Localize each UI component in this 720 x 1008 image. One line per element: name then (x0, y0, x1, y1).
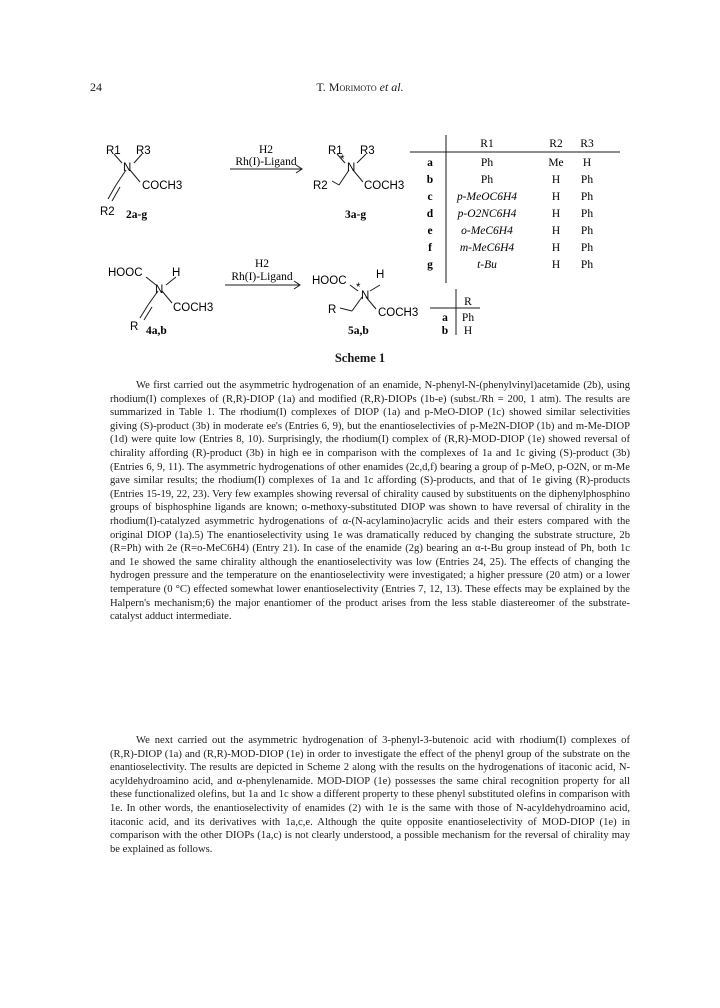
table1-cell-r3: Ph (580, 208, 594, 220)
running-header-author: T. Morimoto (316, 80, 377, 94)
substrate-2-r3: R3 (136, 145, 151, 157)
table1-row-a (427, 157, 591, 169)
paragraph-1-text: We first carried out the asymmetric hydrogenation of an enamide, N-phenyl-N-(phenylvinyl)acetamide (2b), using rhodium(I) complexes of (R,R)-DIOP (1a) and modified (R,R)-DIOPs (1b-e) (subst./Rh = 200, 1 atm). The results are summarized in Table 1. The rhodium(I) complexes of DIOP (1a) and p-MeO-DIOP (1c) showed similar selectivities giving (S)-product (3b) in moderate ee's (Entries 6, 9), but the enantioselectivies of p-Me2N-DIOP (1b) and m-Me-DIOP (1d) were quite low (Entries 8, 10). Surprisingly, the rhodium(I) complex of (R,R)-MOD-DIOP (1e) showed reversal of chirality affording (R)-product (3b) in high ee in comparison with the complexes of 1a and 1c giving (S)-product (3b) (Entries 6, 9, 11). The asymmetric hydrogenations of other enamides (2c,d,f) bearing a group of p-MeO, p-O2N, or m-Me gave similar results; the rhodium(I) complexes of 1a and 1c affording (S)-products, and that of 1e giving (R)-products (Entries 15-19, 22, 23). Very few examples showing reversal of chirality caused by substituents on the diphenylphosphino groups of bisphosphine ligands are known; o-methoxy-substituted DIOP was shown to have reversal of chirality in the rhodium(I)-catalyzed asymmetric hydrogenations of α-(N-acylamino)acrylic acids and their esters compared with the original DIOP (1a).5) The enantioselectivity using 1e was dramatically reduced by changing the substrate structure, 2b (R=Ph) with 2e (R=o-MeC6H4) (Entry 21). In case of the enamide (2g) bearing an α-t-Bu group instead of Ph, both 1c and 1e showed the same chirality although the enantioselectivity was low (Entries 24, 25). The effects of changing the hydrogen pressure and the temperature on the enantioselectivity were investigated; a higher pressure (20 atm) or a lower temperature (0 °C) effected somewhat lower enantioselectivity (Entries 7, 12, 13). These effects may be explained by the Halpern's mechanism;6) the major enantiomer of the product arises from the less stable diastereomer of the substrate-catalyst adduct intermediate. (110, 380, 630, 623)
table1-cell-r1: p-MeOC6H4 (456, 191, 518, 203)
substrate-2-coch3: COCH3 (142, 180, 183, 192)
table1-header-r1: R1 (480, 138, 494, 150)
product-5-label: 5a,b (348, 325, 369, 337)
table1-row-id: g (427, 259, 433, 271)
table1-row-d (427, 208, 594, 220)
table1-cell-r1: m-MeC6H4 (459, 242, 515, 254)
table1-cell-r1: Ph (480, 174, 494, 186)
table1-row-id: c (427, 191, 433, 203)
table1-cell-r2: H (551, 242, 561, 254)
table1-cell-r2: Me (548, 157, 564, 169)
table1-row-id: f (428, 242, 432, 254)
substrate-4-hooc: HOOC (108, 267, 143, 279)
table1-header-r2: R2 (549, 138, 563, 150)
product-3-coch3: COCH3 (364, 180, 405, 192)
substrate-4-label: 4a,b (146, 325, 167, 337)
table2-header-r: R (464, 296, 472, 308)
reagent-2-ligand: Rh(I)-Ligand (231, 271, 293, 283)
scheme-1 (100, 125, 620, 350)
product-3-r1: R1 (328, 145, 343, 157)
product-5-r: R (328, 304, 337, 316)
table1-row-id: d (426, 208, 434, 220)
substrate-2-r2: R2 (100, 206, 115, 218)
substrate-2-n: N (123, 162, 132, 174)
substrate-2-r1: R1 (106, 145, 121, 157)
paragraph-2-text: We next carried out the asymmetric hydrogenation of 3-phenyl-3-butenoic acid with rhodium(I) complexes of (R,R)-DIOP (1a) and (R,R)-MOD-DIOP (1e) in order to investigate the effect of the phenyl group of the substrate on the enantioselectivity. The results are depicted in Scheme 2 along with the results on the hydrogenations of itaconic acid, N-acyldehydroamino acid, and α-phenylenamide. MOD-DIOP (1e) possesses the same chiral recognition property for all these functionalized olefins, but 1a and 1c show a different property to these phenyl substituted olefins in comparison with 1e. In other words, the enantioselectivity of enamides (2) with 1e is the same with those of N-acyldehydroamino acid, itaconic acid, and its derivatives with 1a,c,e. Although the quite opposite enantioselectivity of MOD-DIOP (1e) in comparison with the other DIOPs (1a,c) is not clearly understood, a possible mechanism for the reversal of chirality may be explained as follows. (110, 735, 630, 855)
table2-cell-r: Ph (461, 312, 475, 324)
table1-row-id: b (426, 174, 434, 186)
table2-row-id: b (441, 325, 449, 337)
table1-cell-r3: Ph (580, 242, 594, 254)
table1-cell-r2: H (551, 259, 561, 271)
table1-row-f (428, 242, 593, 254)
table1-row-id: a (427, 157, 433, 169)
table2-row-b (442, 325, 472, 337)
running-header (0, 80, 720, 95)
table2-row-id: a (442, 312, 448, 324)
table1-header-r3: R3 (580, 138, 594, 150)
reagent-1-ligand: Rh(I)-Ligand (235, 156, 297, 168)
table1-cell-r3: Ph (580, 259, 594, 271)
table1-cell-r1: t-Bu (477, 259, 497, 271)
table2-cell-r: H (463, 325, 473, 337)
product-3-n: N (347, 162, 356, 174)
product-5-coch3: COCH3 (378, 307, 419, 319)
table1-cell-r2: H (551, 191, 561, 203)
product-5-n: N (361, 290, 370, 302)
table2-row-a (442, 312, 474, 324)
substrate-4-h: H (172, 267, 181, 279)
scheme-caption: Scheme 1 (334, 351, 386, 365)
table1-row-g (427, 259, 593, 271)
reagent-2-h2: H2 (254, 258, 270, 270)
substrate-4-coch3: COCH3 (173, 302, 214, 314)
table1-row-e (427, 225, 593, 237)
body-paragraph-1 (110, 379, 630, 624)
product-3-r2: R2 (313, 180, 328, 192)
running-header-etal: et al. (379, 80, 404, 94)
product-5-stereocenter: * (356, 282, 361, 294)
product-3-label: 3a-g (345, 209, 367, 221)
table1-cell-r3: Ph (580, 191, 594, 203)
substrate-4-n: N (155, 284, 164, 296)
product-3-r3: R3 (360, 145, 375, 157)
product-5-h: H (376, 269, 385, 281)
page-number: 24 (90, 80, 102, 94)
table1-cell-r3: Ph (580, 225, 594, 237)
table1-cell-r1: o-MeC6H4 (461, 225, 513, 237)
table1-cell-r3: Ph (580, 174, 594, 186)
table1-cell-r2: H (551, 174, 561, 186)
substrate-2-label: 2a-g (126, 209, 148, 221)
table1-row-b (427, 174, 594, 186)
table1-row-id: e (427, 225, 433, 237)
reagent-1-h2: H2 (258, 144, 274, 156)
table1-cell-r1: Ph (480, 157, 494, 169)
table1-cell-r2: H (551, 225, 561, 237)
substrate-4-r: R (130, 321, 139, 333)
table1-cell-r1: p-O2NC6H4 (457, 208, 517, 220)
product-5-hooc: HOOC (312, 275, 347, 287)
product-3-stereocenter: * (340, 154, 345, 166)
table1-cell-r3: H (582, 157, 592, 169)
table1-cell-r2: H (551, 208, 561, 220)
table1-row-c (427, 191, 593, 203)
body-paragraph-2 (110, 734, 630, 856)
